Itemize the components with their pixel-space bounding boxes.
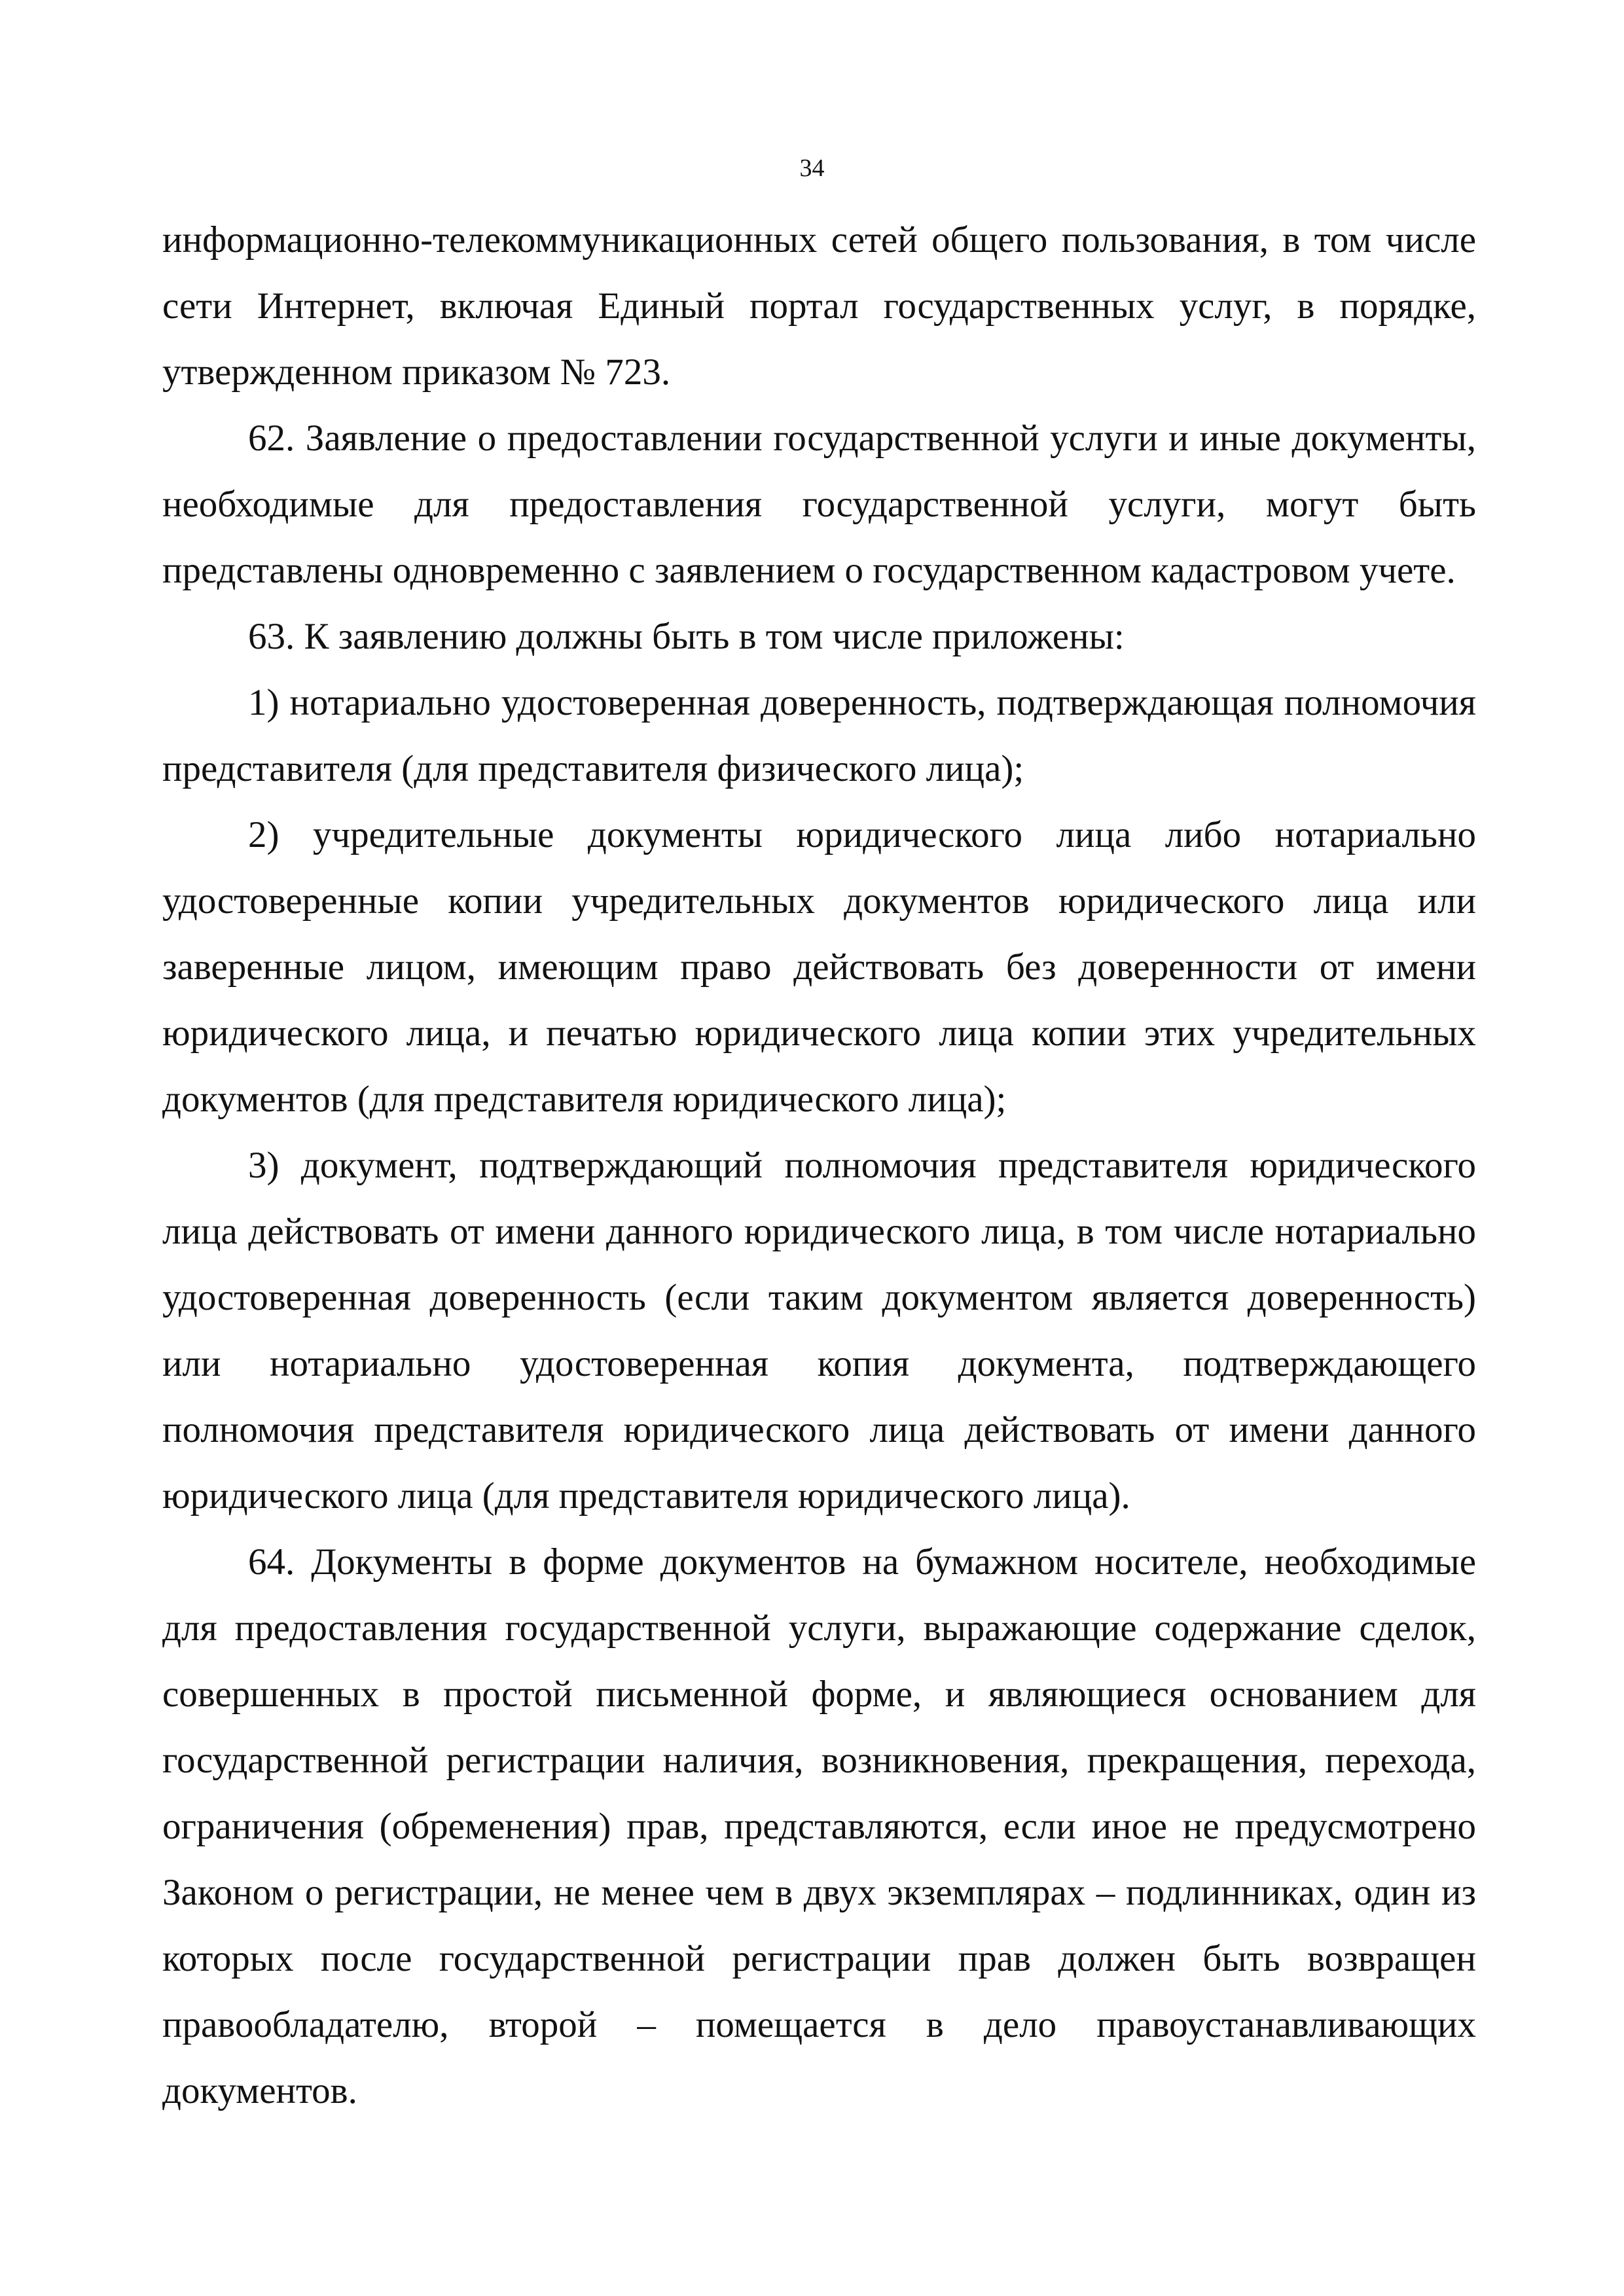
paragraph-item-63-1: 1) нотариально удостоверенная доверенность, подтверждающая полномочия представителя (для представителя физического лица); — [162, 682, 1476, 789]
paragraph-item-64: 64. Документы в форме документов на бумажном носителе, необходимые для предоставления государственной услуги, выражающие содержание сделок, совершенных в простой письменной форме, и являющиеся основанием для государственной регистрации наличия, возникновения, прекращения, перехода, ограничения (обременения) прав, представляются, если иное не предусмотрено Законом о регистрации, не менее чем в двух экземплярах – подлинниках, один из которых после государственной регистрации прав должен быть возвращен правообладателю, второй – помещается в дело правоустанавливающих документов. — [162, 1541, 1476, 2111]
paragraph-item-63: 63. К заявлению должны быть в том числе приложены: — [248, 616, 1125, 657]
page-number: 34 — [799, 154, 825, 182]
paragraph-item-62: 62. Заявление о предоставлении государственной услуги и иные документы, необходимые для предоставления государственной услуги, могут быть представлены одновременно с заявлением о государственном кадастровом учете. — [162, 418, 1476, 591]
document-body — [162, 207, 1476, 2124]
paragraph-item-63-3: 3) документ, подтверждающий полномочия представителя юридического лица действовать от имени данного юридического лица, в том числе нотариально удостоверенная доверенность (если таким документом является доверенность) или нотариально удостоверенная копия документа, подтверждающего полномочия представителя юридического лица действовать от имени данного юридического лица (для представителя юридического лица). — [162, 1145, 1476, 1516]
paragraph-item-63-2: 2) учредительные документы юридического лица либо нотариально удостоверенные копии учредительных документов юридического лица или заверенные лицом, имеющим право действовать без доверенности от имени юридического лица, и печатью юридического лица копии этих учредительных документов (для представителя юридического лица); — [162, 814, 1476, 1120]
paragraph-continuation: информационно-телекоммуникационных сетей общего пользования, в том числе сети Интернет, включая Единый портал государственных услуг, в порядке, утвержденном приказом № 723. — [162, 219, 1476, 393]
